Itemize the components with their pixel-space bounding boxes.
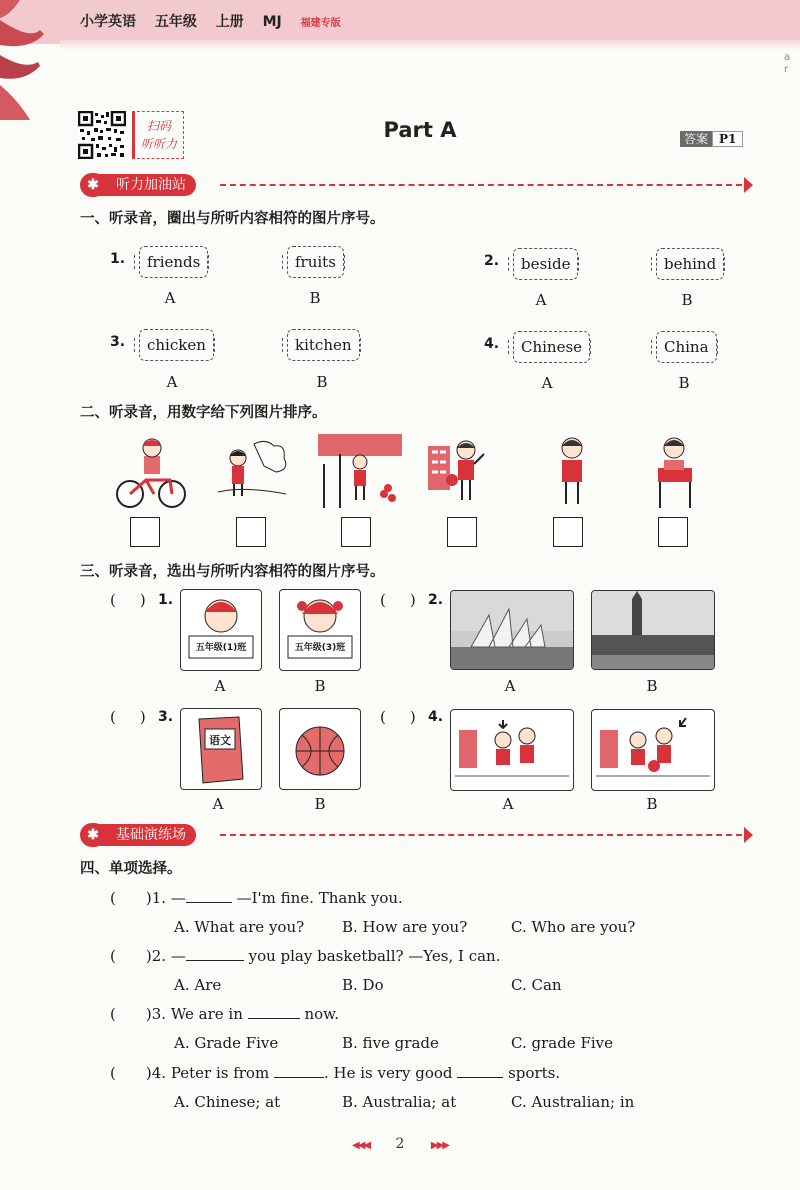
answer-paren[interactable]	[380, 708, 416, 726]
picture-boy-and-friend-a	[450, 709, 574, 791]
section-banner-listening	[80, 174, 760, 198]
option-a[interactable]: A. Grade Five	[174, 1034, 279, 1052]
picture-boy-with-chair	[646, 434, 706, 512]
scan-label-line1: 扫码	[146, 119, 171, 133]
stem-post: you play basketball? —Yes, I can.	[248, 947, 501, 965]
q3-instruction: 三、听录音，选出与所听内容相符的图片序号。	[80, 564, 385, 580]
pagoda-roof-decoration	[0, 0, 70, 120]
stem-post: —I'm fine. Thank you.	[236, 889, 403, 907]
paren-close: )	[409, 708, 416, 726]
header-grade: 五年级	[154, 14, 197, 30]
question-number: )4.	[145, 1064, 167, 1082]
option-letter-a[interactable]: A	[212, 795, 224, 813]
stem-pre: We are in	[170, 1005, 243, 1023]
q4-instruction: 四、单项选择。	[80, 861, 182, 877]
stem-post: now.	[304, 1005, 339, 1023]
q1-item-number: 2.	[484, 253, 500, 269]
photo-sydney-opera-house	[450, 590, 574, 670]
paren-open: (	[380, 708, 386, 726]
book-title: 语文	[209, 734, 231, 747]
paren-open[interactable]: (	[110, 1064, 116, 1082]
option-letter-a[interactable]: A	[166, 373, 178, 391]
word-card: friends	[139, 246, 208, 278]
q1-item-number: 3.	[110, 334, 126, 350]
answer-blank[interactable]	[186, 888, 232, 903]
option-letter-a[interactable]: A	[164, 289, 176, 307]
picture-boy-with-class-sign	[180, 589, 262, 671]
q3-item-number: 1.	[158, 592, 174, 608]
option-letter-b[interactable]: B	[309, 289, 321, 307]
q2-instruction: 二、听录音，用数字给下列图片排序。	[80, 405, 327, 421]
option-c[interactable]: C. Who are you?	[511, 918, 636, 936]
right-arrows-icon: ▶▶▶	[430, 1140, 448, 1151]
arrow-right-icon	[744, 177, 753, 193]
word-card: China	[656, 331, 717, 363]
q1-item-number: 1.	[110, 251, 126, 267]
stem-pre: Peter is from	[170, 1064, 270, 1082]
qr-code[interactable]	[78, 111, 126, 159]
q3-item-number: 4.	[428, 709, 444, 725]
paren-open[interactable]: (	[110, 889, 116, 907]
order-answer-box[interactable]	[341, 517, 371, 547]
option-letter-a[interactable]: A	[502, 795, 514, 813]
mcq-question	[110, 1004, 339, 1023]
q1-item-number: 4.	[484, 336, 500, 352]
section-label-listening: 听力加油站	[94, 174, 196, 196]
header-region-badge: 福建专版	[300, 18, 341, 29]
paren-open: (	[380, 591, 386, 609]
picture-boy-and-friend-b	[591, 709, 715, 791]
section-banner-basic	[80, 824, 760, 848]
boys-illustration	[592, 710, 714, 790]
picture-girl-under-tree	[318, 434, 402, 510]
left-arrows-icon: ◀◀◀	[352, 1140, 370, 1151]
boys-illustration	[451, 710, 573, 790]
class-sign-text: 五年级(3)班	[294, 643, 346, 653]
q3-item-number: 3.	[158, 709, 174, 725]
option-letter-a[interactable]: A	[214, 677, 226, 695]
paren-close: )	[139, 591, 146, 609]
page-title: Part A	[383, 118, 457, 142]
option-letter-a[interactable]: A	[504, 677, 516, 695]
paren-open: (	[110, 708, 116, 726]
option-letter-b[interactable]: B	[646, 795, 658, 813]
question-number: )2.	[145, 947, 167, 965]
option-b[interactable]: B. five grade	[342, 1034, 439, 1052]
option-a[interactable]: A. Are	[174, 976, 222, 994]
scan-listen-label	[132, 111, 184, 159]
question-number: )1.	[145, 889, 167, 907]
q3-item-number: 2.	[428, 592, 444, 608]
page-footer	[330, 1136, 470, 1152]
header-fade	[60, 40, 800, 50]
mcq-question	[110, 1063, 560, 1082]
header-edition: MJ	[262, 14, 282, 30]
option-a[interactable]: A. What are you?	[174, 918, 305, 936]
order-answer-box[interactable]	[130, 517, 160, 547]
picture-boy-waving	[424, 436, 500, 510]
paren-open[interactable]: (	[110, 1005, 116, 1023]
answer-reference	[680, 130, 743, 147]
scan-label-line2: 听听力	[140, 137, 177, 151]
paren-close: )	[409, 591, 416, 609]
star-icon: ✱	[80, 173, 106, 197]
answer-blank[interactable]	[248, 1004, 300, 1019]
stem-post: sports.	[508, 1064, 561, 1082]
arrow-right-icon	[744, 827, 753, 843]
word-card: beside	[513, 248, 578, 280]
answer-paren[interactable]	[380, 591, 416, 609]
picture-boy-standing	[542, 434, 602, 510]
page-number: 2	[395, 1136, 405, 1152]
option-b[interactable]: B. Australia; at	[342, 1093, 457, 1111]
option-letter-b[interactable]: B	[314, 677, 326, 695]
dashed-line	[220, 184, 742, 186]
star-icon: ✱	[80, 823, 106, 847]
picture-girl-near-river	[214, 436, 290, 510]
order-answer-box[interactable]	[658, 517, 688, 547]
section-label-basic: 基础演练场	[94, 824, 196, 846]
q1-instruction: 一、听录音，圈出与所听内容相符的图片序号。	[80, 211, 385, 227]
option-letter-a[interactable]: A	[535, 291, 547, 309]
answer-key-label: 答案	[680, 131, 712, 147]
word-card: fruits	[287, 246, 344, 278]
boy-illustration	[181, 590, 261, 670]
option-c[interactable]: C. grade Five	[511, 1034, 613, 1052]
mcq-question	[110, 888, 403, 907]
opera-house-illustration	[451, 591, 573, 669]
option-a[interactable]: A. Chinese; at	[174, 1093, 281, 1111]
picture-girl-with-class-sign	[279, 589, 361, 671]
paren-open[interactable]: (	[110, 947, 116, 965]
order-answer-box[interactable]	[553, 517, 583, 547]
basketball-icon	[280, 709, 360, 789]
word-card: Chinese	[513, 331, 590, 363]
photo-big-ben-london	[591, 590, 715, 670]
answer-blank[interactable]	[274, 1063, 324, 1078]
book-illustration	[181, 709, 261, 789]
class-sign-text: 五年级(1)班	[195, 643, 247, 653]
picture-girl-riding-bike	[112, 434, 188, 510]
option-letter-b[interactable]: B	[646, 677, 658, 695]
stem-mid: . He is very good	[323, 1064, 453, 1082]
option-letter-b[interactable]: B	[681, 291, 693, 309]
word-card: kitchen	[287, 329, 360, 361]
order-answer-box[interactable]	[236, 517, 266, 547]
big-ben-illustration	[592, 591, 714, 669]
header-subject: 小学英语	[80, 14, 136, 30]
answer-paren[interactable]	[110, 708, 146, 726]
stem-pre: —	[170, 947, 186, 965]
picture-chinese-book	[180, 708, 262, 790]
order-answer-box[interactable]	[447, 517, 477, 547]
picture-basketball	[279, 708, 361, 790]
option-letter-b[interactable]: B	[316, 373, 328, 391]
answer-page: P1	[712, 131, 743, 147]
mcq-question	[110, 946, 500, 965]
answer-blank[interactable]	[457, 1063, 503, 1078]
paren-open: (	[110, 591, 116, 609]
dashed-line	[220, 834, 742, 836]
answer-paren[interactable]	[110, 591, 146, 609]
paren-close: )	[139, 708, 146, 726]
option-letter-b[interactable]: B	[678, 374, 690, 392]
edge-marks: a r	[784, 52, 791, 75]
header-volume: 上册	[215, 14, 244, 30]
word-card: behind	[656, 248, 724, 280]
option-c[interactable]: C. Can	[511, 976, 562, 994]
option-b[interactable]: B. Do	[342, 976, 384, 994]
answer-blank[interactable]	[186, 946, 244, 961]
header-text	[80, 11, 355, 31]
option-letter-a[interactable]: A	[541, 374, 553, 392]
girl-illustration	[280, 590, 360, 670]
option-letter-b[interactable]: B	[314, 795, 326, 813]
option-c[interactable]: C. Australian; in	[511, 1093, 635, 1111]
question-number: )3.	[145, 1005, 167, 1023]
option-b[interactable]: B. How are you?	[342, 918, 468, 936]
stem-pre: —	[170, 889, 186, 907]
word-card: chicken	[139, 329, 214, 361]
